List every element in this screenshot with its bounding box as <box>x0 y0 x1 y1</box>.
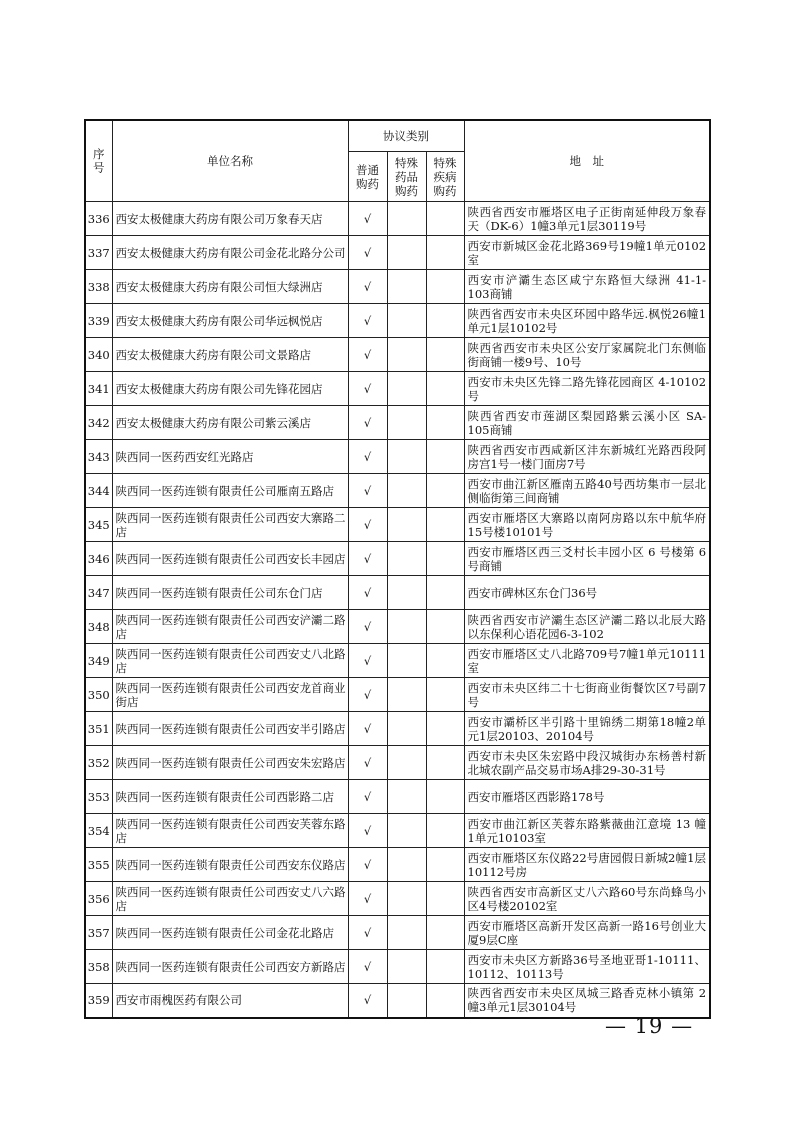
row-check-general: √ <box>348 916 387 950</box>
header-address: 地 址 <box>464 120 710 202</box>
table-row <box>85 814 710 848</box>
row-check-special-drug <box>387 746 426 780</box>
row-check-special-disease <box>426 678 464 712</box>
table-body <box>85 202 710 1018</box>
table-row <box>85 780 710 814</box>
row-check-general: √ <box>348 440 387 474</box>
row-check-special-drug <box>387 236 426 270</box>
row-check-special-disease <box>426 304 464 338</box>
row-check-special-disease <box>426 882 464 916</box>
row-check-special-disease <box>426 406 464 440</box>
row-check-special-drug <box>387 848 426 882</box>
row-check-special-disease <box>426 508 464 542</box>
row-check-general: √ <box>348 508 387 542</box>
row-check-special-disease <box>426 338 464 372</box>
row-address: 西安市雁塔区大寨路以南阿房路以东中航华府15号楼10101号 <box>464 508 710 542</box>
table-row <box>85 406 710 440</box>
header-cat-a: 普通购药 <box>348 152 387 202</box>
row-name: 陕西同一医药连锁有限责任公司西安浐灞二路店 <box>112 610 348 644</box>
row-address: 陕西省西安市未央区凤城三路香克林小镇第 2幢3单元1层30104号 <box>464 984 710 1018</box>
row-check-general: √ <box>348 202 387 236</box>
row-seq: 343 <box>85 440 112 474</box>
row-check-general: √ <box>348 644 387 678</box>
row-check-general: √ <box>348 678 387 712</box>
row-check-general: √ <box>348 576 387 610</box>
row-check-special-drug <box>387 202 426 236</box>
row-check-general: √ <box>348 712 387 746</box>
row-seq: 353 <box>85 780 112 814</box>
header-seq: 序号 <box>85 120 112 202</box>
row-seq: 342 <box>85 406 112 440</box>
row-check-special-drug <box>387 678 426 712</box>
table-row <box>85 304 710 338</box>
row-name: 陕西同一医药连锁有限责任公司西影路二店 <box>112 780 348 814</box>
row-name: 陕西同一医药连锁有限责任公司西安丈八北路店 <box>112 644 348 678</box>
row-check-special-disease <box>426 372 464 406</box>
row-check-general: √ <box>348 746 387 780</box>
header-cat-b: 特殊药品购药 <box>387 152 426 202</box>
row-check-special-disease <box>426 236 464 270</box>
row-address: 陕西省西安市雁塔区电子正街南延伸段万象春天（DK-6）1幢3单元1层30119号 <box>464 202 710 236</box>
row-address: 西安市未央区朱宏路中段汉城街办东杨善村新北城农副产品交易市场A排29-30-31号 <box>464 746 710 780</box>
table-row <box>85 474 710 508</box>
table-row <box>85 542 710 576</box>
row-check-special-drug <box>387 440 426 474</box>
row-name: 西安太极健康大药房有限公司华远枫悦店 <box>112 304 348 338</box>
table-row <box>85 916 710 950</box>
row-check-general: √ <box>348 372 387 406</box>
row-address: 西安市浐灞生态区咸宁东路恒大绿洲 41-1-103商铺 <box>464 270 710 304</box>
row-check-special-drug <box>387 644 426 678</box>
row-address: 西安市未央区先锋二路先锋花园商区 4-10102号 <box>464 372 710 406</box>
table-row <box>85 882 710 916</box>
row-name: 陕西同一医药连锁有限责任公司东仓门店 <box>112 576 348 610</box>
row-name: 西安市雨槐医药有限公司 <box>112 984 348 1018</box>
row-seq: 345 <box>85 508 112 542</box>
row-name: 陕西同一医药连锁有限责任公司西安长丰园店 <box>112 542 348 576</box>
row-check-special-drug <box>387 542 426 576</box>
row-check-general: √ <box>348 338 387 372</box>
row-address: 西安市未央区方新路36号圣地亚哥1-10111、10112、10113号 <box>464 950 710 984</box>
row-seq: 350 <box>85 678 112 712</box>
row-seq: 339 <box>85 304 112 338</box>
table-row <box>85 644 710 678</box>
page-number: — 19 — <box>605 1014 694 1038</box>
row-name: 西安太极健康大药房有限公司紫云溪店 <box>112 406 348 440</box>
header-category: 协议类别 <box>348 120 464 152</box>
row-check-general: √ <box>348 780 387 814</box>
row-check-general: √ <box>348 270 387 304</box>
row-check-special-drug <box>387 950 426 984</box>
row-name: 西安太极健康大药房有限公司先锋花园店 <box>112 372 348 406</box>
row-check-special-disease <box>426 984 464 1018</box>
header-name: 单位名称 <box>112 120 348 202</box>
row-check-special-disease <box>426 848 464 882</box>
row-check-special-disease <box>426 644 464 678</box>
row-check-general: √ <box>348 814 387 848</box>
row-address: 西安市雁塔区西影路178号 <box>464 780 710 814</box>
row-check-special-disease <box>426 576 464 610</box>
row-check-special-disease <box>426 474 464 508</box>
row-check-special-disease <box>426 270 464 304</box>
row-check-special-drug <box>387 814 426 848</box>
row-address: 陕西省西安市浐灞生态区浐灞二路以北辰大路以东保利心语花园6-3-102 <box>464 610 710 644</box>
row-check-general: √ <box>348 610 387 644</box>
row-check-special-drug <box>387 610 426 644</box>
row-address: 西安市碑林区东仓门36号 <box>464 576 710 610</box>
row-check-special-disease <box>426 916 464 950</box>
row-address: 西安市雁塔区东仪路22号唐园假日新城2幢1层10112号房 <box>464 848 710 882</box>
row-check-special-drug <box>387 474 426 508</box>
row-name: 陕西同一医药连锁有限责任公司雁南五路店 <box>112 474 348 508</box>
table-row <box>85 576 710 610</box>
row-seq: 349 <box>85 644 112 678</box>
row-check-special-disease <box>426 202 464 236</box>
row-seq: 344 <box>85 474 112 508</box>
table-row <box>85 338 710 372</box>
row-seq: 355 <box>85 848 112 882</box>
row-name: 西安太极健康大药房有限公司金花北路分公司 <box>112 236 348 270</box>
row-seq: 336 <box>85 202 112 236</box>
row-seq: 348 <box>85 610 112 644</box>
row-name: 陕西同一医药连锁有限责任公司西安大寨路二店 <box>112 508 348 542</box>
row-name: 西安太极健康大药房有限公司万象春天店 <box>112 202 348 236</box>
row-name: 陕西同一医药连锁有限责任公司西安东仪路店 <box>112 848 348 882</box>
row-check-special-disease <box>426 542 464 576</box>
pharmacy-table <box>84 119 711 1019</box>
table-row <box>85 848 710 882</box>
table-row <box>85 508 710 542</box>
row-seq: 347 <box>85 576 112 610</box>
row-seq: 352 <box>85 746 112 780</box>
row-check-special-drug <box>387 712 426 746</box>
header-cat-c: 特殊疾病购药 <box>426 152 464 202</box>
row-check-general: √ <box>348 406 387 440</box>
row-check-general: √ <box>348 542 387 576</box>
row-address: 陕西省西安市莲湖区梨园路紫云溪小区 SA-105商铺 <box>464 406 710 440</box>
row-check-special-drug <box>387 882 426 916</box>
row-check-general: √ <box>348 882 387 916</box>
table-row <box>85 746 710 780</box>
row-check-general: √ <box>348 304 387 338</box>
row-name: 陕西同一医药连锁有限责任公司西安朱宏路店 <box>112 746 348 780</box>
row-check-general: √ <box>348 950 387 984</box>
row-name: 西安太极健康大药房有限公司文景路店 <box>112 338 348 372</box>
row-check-special-drug <box>387 270 426 304</box>
row-seq: 337 <box>85 236 112 270</box>
row-address: 陕西省西安市西咸新区沣东新城红光路西段阿房宫1号一楼门面房7号 <box>464 440 710 474</box>
row-check-special-disease <box>426 440 464 474</box>
row-check-general: √ <box>348 984 387 1018</box>
row-name: 陕西同一医药连锁有限责任公司西安龙首商业街店 <box>112 678 348 712</box>
table-row <box>85 610 710 644</box>
row-address: 西安市曲江新区芙蓉东路紫薇曲江意境 13 幢 1单元10103室 <box>464 814 710 848</box>
row-check-special-drug <box>387 406 426 440</box>
row-check-special-disease <box>426 950 464 984</box>
table-row <box>85 678 710 712</box>
table-row <box>85 712 710 746</box>
row-check-special-disease <box>426 712 464 746</box>
row-seq: 359 <box>85 984 112 1018</box>
row-check-special-drug <box>387 576 426 610</box>
table-row <box>85 950 710 984</box>
row-name: 陕西同一医药连锁有限责任公司金花北路店 <box>112 916 348 950</box>
row-address: 西安市新城区金花北路369号19幢1单元0102室 <box>464 236 710 270</box>
row-address: 西安市雁塔区丈八北路709号7幢1单元10111室 <box>464 644 710 678</box>
row-check-general: √ <box>348 474 387 508</box>
row-check-special-drug <box>387 508 426 542</box>
row-check-general: √ <box>348 236 387 270</box>
row-address: 陕西省西安市未央区环园中路华远.枫悦26幢1单元1层10102号 <box>464 304 710 338</box>
row-name: 陕西同一医药连锁有限责任公司西安半引路店 <box>112 712 348 746</box>
row-name: 陕西同一医药西安红光路店 <box>112 440 348 474</box>
row-seq: 346 <box>85 542 112 576</box>
row-seq: 338 <box>85 270 112 304</box>
table-row <box>85 202 710 236</box>
row-check-special-drug <box>387 984 426 1018</box>
row-check-special-disease <box>426 814 464 848</box>
row-check-special-drug <box>387 304 426 338</box>
table-row <box>85 270 710 304</box>
row-check-special-disease <box>426 780 464 814</box>
row-seq: 358 <box>85 950 112 984</box>
row-seq: 354 <box>85 814 112 848</box>
row-check-special-disease <box>426 610 464 644</box>
row-address: 西安市灞桥区半引路十里锦绣二期第18幢2单元1层20103、20104号 <box>464 712 710 746</box>
row-check-special-drug <box>387 372 426 406</box>
row-address: 陕西省西安市高新区丈八六路60号东尚蜂鸟小区4号楼20102室 <box>464 882 710 916</box>
row-check-special-drug <box>387 338 426 372</box>
table-row <box>85 372 710 406</box>
row-check-general: √ <box>348 848 387 882</box>
row-name: 陕西同一医药连锁有限责任公司西安丈八六路店 <box>112 882 348 916</box>
row-name: 陕西同一医药连锁有限责任公司西安芙蓉东路店 <box>112 814 348 848</box>
row-address: 陕西省西安市未央区公安厅家属院北门东侧临街商铺一楼9号、10号 <box>464 338 710 372</box>
row-seq: 357 <box>85 916 112 950</box>
row-address: 西安市雁塔区高新开发区高新一路16号创业大厦9层C座 <box>464 916 710 950</box>
table-header <box>85 120 710 202</box>
row-seq: 351 <box>85 712 112 746</box>
row-check-special-drug <box>387 780 426 814</box>
table-row <box>85 984 710 1018</box>
row-address: 西安市未央区纬二十七街商业街餐饮区7号副7号 <box>464 678 710 712</box>
row-address: 西安市雁塔区西三爻村长丰园小区 6 号楼第 6号商铺 <box>464 542 710 576</box>
row-seq: 340 <box>85 338 112 372</box>
row-address: 西安市曲江新区雁南五路40号西坊集市一层北侧临街第三间商铺 <box>464 474 710 508</box>
row-check-special-drug <box>387 916 426 950</box>
table-row <box>85 236 710 270</box>
row-name: 陕西同一医药连锁有限责任公司西安方新路店 <box>112 950 348 984</box>
row-check-special-disease <box>426 746 464 780</box>
row-seq: 356 <box>85 882 112 916</box>
row-name: 西安太极健康大药房有限公司恒大绿洲店 <box>112 270 348 304</box>
table-row <box>85 440 710 474</box>
row-seq: 341 <box>85 372 112 406</box>
